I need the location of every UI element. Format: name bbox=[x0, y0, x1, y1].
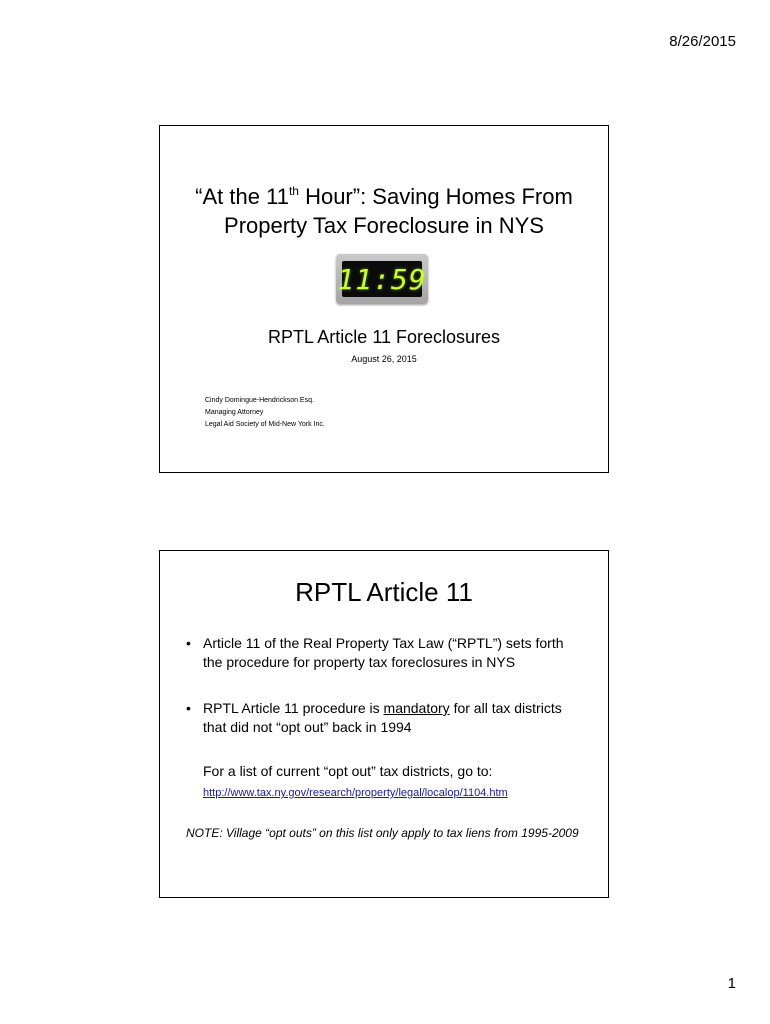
bullet-item: • RPTL Article 11 procedure is mandatory for all tax districts that did not “opt out” back in 1994 bbox=[186, 700, 562, 735]
slide-title bbox=[159, 125, 609, 473]
opt-out-list-link[interactable]: http://www.tax.ny.gov/research/property/legal/localop/1104.htm bbox=[203, 787, 508, 799]
author-role: Managing Attorney bbox=[205, 409, 264, 416]
digital-clock-icon bbox=[336, 254, 428, 304]
clock-digits: 11:59 bbox=[337, 262, 427, 296]
author-name: Cindy Domingue-Hendrickson Esq. bbox=[205, 397, 314, 404]
presentation-date: August 26, 2015 bbox=[351, 354, 417, 364]
page-number: 1 bbox=[727, 975, 736, 992]
bullet-icon: • bbox=[186, 700, 191, 716]
opt-out-text: For a list of current “opt out” tax districts, go to: bbox=[203, 763, 493, 779]
bullet-icon: • bbox=[186, 635, 191, 651]
bullet-item: • Article 11 of the Real Property Tax Law (“RPTL”) sets forth the procedure for property tax foreclosures in NYS bbox=[186, 635, 564, 670]
slide-rptl-article-11 bbox=[159, 550, 609, 898]
note-text: NOTE: Village “opt outs” on this list only apply to tax liens from 1995-2009 bbox=[186, 826, 579, 840]
slide-title-heading: “At the 11th Hour”: Saving Homes From Property Tax Foreclosure in NYS bbox=[195, 184, 573, 238]
page-date: 8/26/2015 bbox=[669, 33, 736, 50]
author-org: Legal Aid Society of Mid-New York Inc. bbox=[205, 421, 325, 428]
slide-subtitle: RPTL Article 11 Foreclosures bbox=[267, 327, 501, 347]
clock-face bbox=[337, 261, 427, 297]
slide-heading: RPTL Article 11 bbox=[295, 577, 473, 607]
emphasis-mandatory: mandatory bbox=[383, 700, 450, 716]
author-block bbox=[205, 395, 325, 431]
